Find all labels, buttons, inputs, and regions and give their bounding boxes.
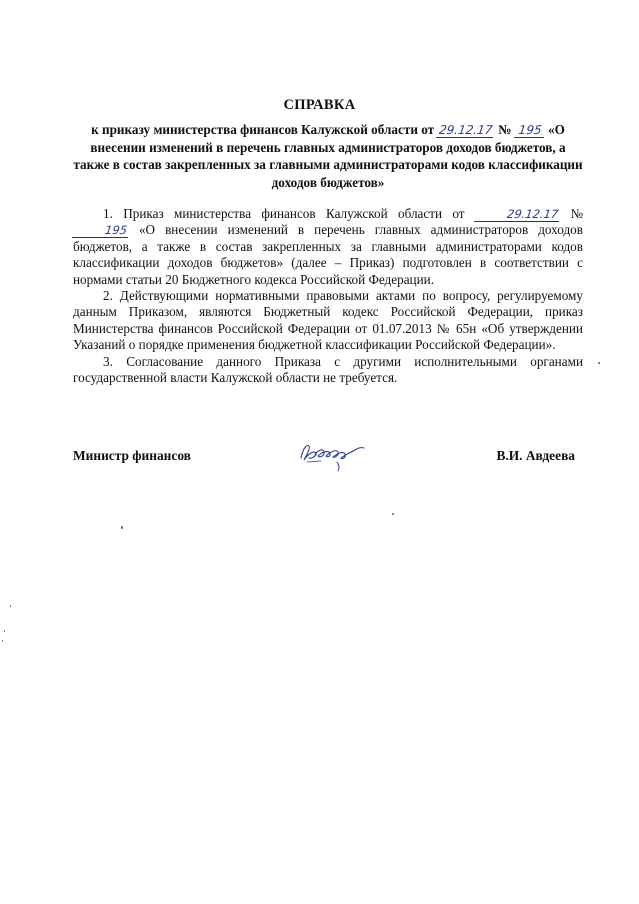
number-sign: № [570, 206, 584, 221]
number-sign: № [498, 122, 512, 137]
scan-speck [2, 640, 3, 642]
handwritten-date: 29.12.17 [436, 123, 496, 138]
handwritten-number: 195 [514, 123, 546, 138]
scan-speck [392, 513, 394, 515]
handwritten-signature [295, 436, 369, 474]
paragraph-3: 3. Согласование данного Приказа с другими исполнительными органами государственной власти Калужской области не требуется. [73, 353, 583, 386]
subtitle-prefix: к приказу министерства финансов Калужской области от [91, 122, 435, 137]
document-title: СПРАВКА [283, 97, 356, 113]
subtitle-order-name: «О внесении изменений в перечень главных администраторов доходов бюджетов, а также в состав закрепленных за главными администраторами кодов классификации доходов бюджетов» [73, 122, 583, 190]
scan-speck [10, 605, 11, 607]
signature-block [73, 440, 575, 480]
signatory-role: Министр финансов [73, 448, 191, 463]
paragraph-1 [73, 206, 583, 288]
signatory-name: В.И. Авдеева [496, 448, 575, 463]
paragraph-1-prefix: 1. Приказ министерства финансов Калужской области от [103, 206, 465, 221]
scan-speck [4, 630, 5, 632]
document-body [73, 206, 583, 386]
handwritten-date: 29.12.17 [474, 207, 561, 222]
document-subtitle [72, 121, 584, 191]
handwritten-number: 195 [72, 223, 130, 238]
paragraph-2: 2. Действующими нормативными правовыми актами по вопросу, регулируемому данным Приказом, являются Бюджетный кодекс Российской Федерации, приказ Министерства финансов Российской Федерации от 01.07.2013 № 65н «Об утверждении Указаний о порядке применения бюджетной классификации Российской Федерации». [73, 288, 583, 353]
scan-speck [598, 362, 600, 364]
scan-speck [121, 526, 123, 529]
paragraph-1-text: «О внесении изменений в перечень главных администраторов доходов бюджетов, а также в состав закрепленных за главными администраторами кодов классификации доходов бюджетов» (далее – Приказ) подготовлен в соответствии с нормами статьи 20 Бюджетного кодекса Российской Федерации. [73, 222, 584, 287]
